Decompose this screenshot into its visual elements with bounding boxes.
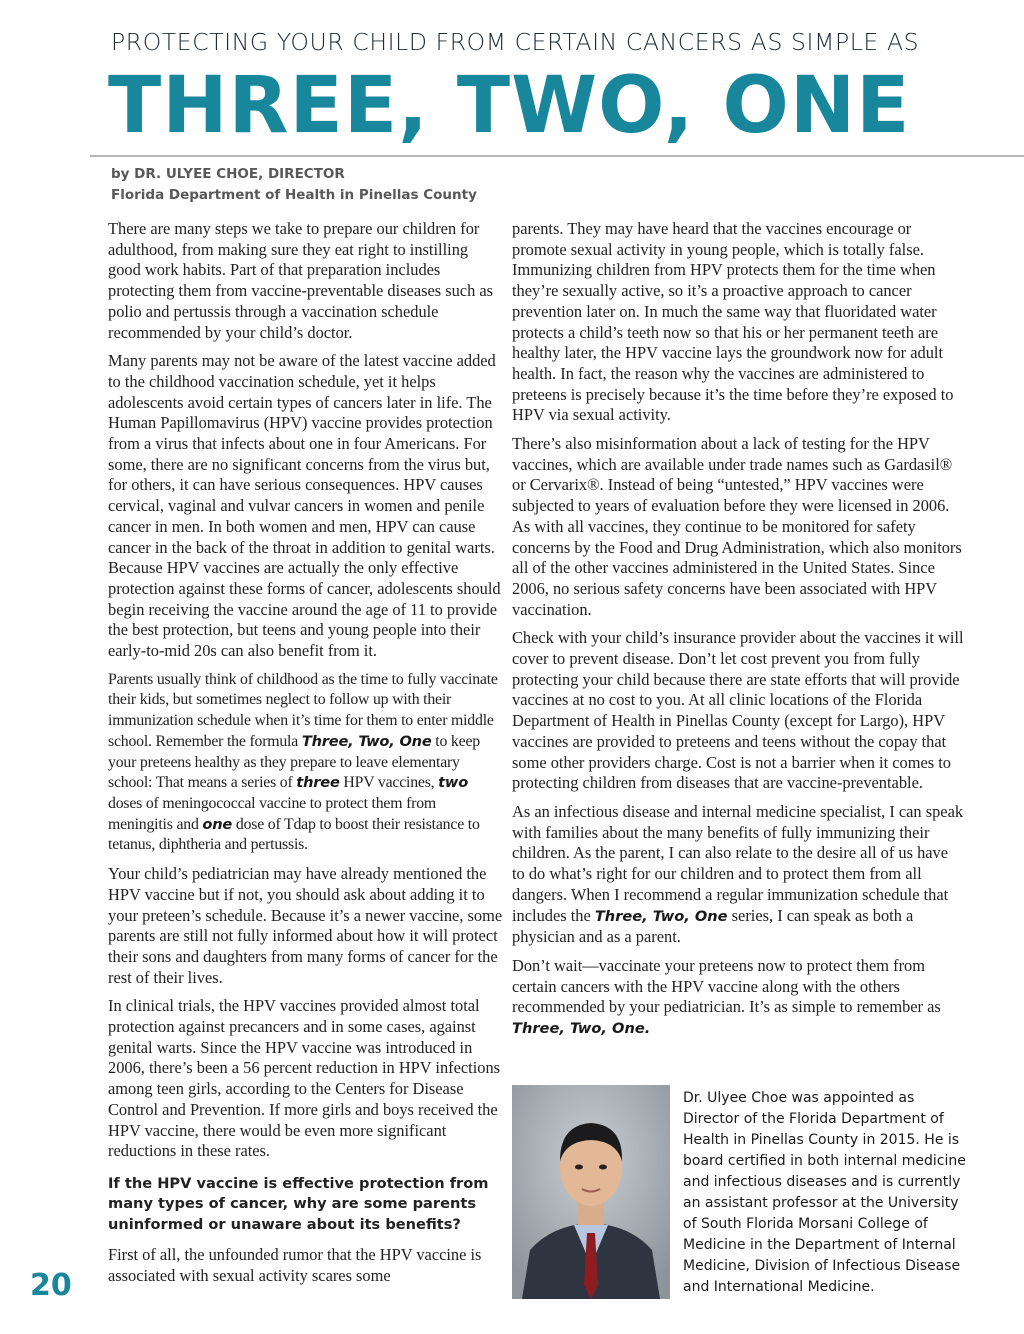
text-run: doses of meningococcal vaccine to protect them from meningitis and xyxy=(108,794,436,833)
paragraph: Your child’s pediatrician may have already mentioned the HPV vaccine but if not, you should ask about adding it to your preteen’s schedule. Because it’s a newer vaccine, some parents are still not fully informed about how it will protect their sons and daughters from many forms of cancer for the rest of their lives. xyxy=(108,864,503,987)
paragraph: There’s also misinformation about a lack of testing for the HPV vaccines, which are available under trade names such as Gardasil® or Cervarix®. Instead of being “untested,” HPV vaccines were subjected to years of evaluation before they were licensed in 2006. As with all vaccines, they continue to be monitored for safety concerns by the Food and Drug Administration, which also monitors all of the other vaccines administered in the United States. Since 2006, no serious safety concerns have been associated with HPV vaccination. xyxy=(512,434,962,619)
header-divider xyxy=(90,155,1024,157)
text-run: Don’t wait—vaccinate your preteens now to protect them from certain cancers with the HPV vaccine along with the others recommended by your pediatrician. It’s as simple to remember as xyxy=(512,955,941,1017)
article-kicker: PROTECTING YOUR CHILD FROM CERTAIN CANCERS AS SIMPLE AS xyxy=(111,28,920,56)
paragraph: Check with your child’s insurance provider about the vaccines it will cover to prevent disease. Don’t let cost prevent you from fully protecting your child because there are state efforts that will provide vaccines at no cost to you. At all clinic locations of the Florida Department of Health in Pinellas County (except for Largo), HPV vaccines are provided to preteens and teens without the copay that some other providers charge. Cost is not a barrier when it comes to protecting children from diseases that are vaccine-preventable. xyxy=(512,628,964,793)
emphasis-one: one xyxy=(202,815,233,833)
paragraph: In clinical trials, the HPV vaccines provided almost total protection against precancers and in some cases, against genital warts. Since the HPV vaccine was introduced in 2006, there’s been a 56 percent reduction in HPV infections among teen girls, according to the Centers for Disease Control and Prevention. If more girls and boys received the HPV vaccine, there would be even more significant reductions in these rates. xyxy=(108,996,501,1161)
emphasis-three: three xyxy=(296,774,340,792)
paragraph: Many parents may not be aware of the latest vaccine added to the childhood vaccination schedule, yet it helps adolescents avoid certain types of cancers later in life. The Human Papillomavirus (HPV) vaccine provides protection from a virus that infects about one in four Americans. For some, there are no significant concerns from the virus but, for others, it can have serious consequences. HPV causes cervical, vaginal and vulvar cancers in women and penile cancer in men. In both women and men, HPV can cause cancer in the back of the throat in addition to genital warts. Because HPV vaccines are actually the only effective protection against these forms of cancer, adolescents should begin receiving the vaccine around the age of 11 to provide the best protection, but teens and young people into their early-to-mid 20s can also benefit from it. xyxy=(108,351,501,661)
emphasis-three-two-one: Three, Two, One. xyxy=(512,1020,651,1038)
author-bio: Dr. Ulyee Choe was appointed as Director of the Florida Department of Health in Pinellas County in 2015. He is board certified in both internal medicine and infectious diseases and is currently an assistant professor at the University of South Florida Morsani College of Medicine in the Department of Internal Medicine, Division of Infectious Disease and International Medicine. xyxy=(683,1090,966,1295)
paragraph xyxy=(512,956,964,1040)
portrait-illustration xyxy=(512,1085,670,1299)
text-run: Parents usually think of childhood as the time to fully vaccinate their kids, but sometimes neglect to follow up with their immunization schedule when it’s time for them to enter middle school. Remember the formula xyxy=(108,670,498,750)
emphasis-three-two-one: Three, Two, One xyxy=(301,732,432,750)
text-run: HPV vaccines, xyxy=(339,774,439,792)
byline xyxy=(111,164,711,206)
page-number: 20 xyxy=(30,1268,72,1303)
text-run: As an infectious disease and internal medicine specialist, I can speak with families about the many benefits of fully immunizing their children. As the parent, I can also relate to the desire all of us have to do what’s right for our children and to protect them from all dangers. When I recommend a regular immunization schedule that includes the xyxy=(512,801,964,925)
paragraph xyxy=(512,802,964,948)
text-run: series, I can speak as both a physician and as a parent. xyxy=(512,905,914,947)
left-column xyxy=(108,219,503,1295)
paragraph: First of all, the unfounded rumor that the HPV vaccine is associated with sexual activity scares some xyxy=(108,1245,482,1286)
section-subheading: If the HPV vaccine is effective protection from many types of cancer, why are some parents uninformed or unaware about its benefits? xyxy=(108,1174,489,1233)
text-run: dose of Tdap to boost their resistance to tetanus, diphtheria and pertussis. xyxy=(108,815,480,854)
paragraph: parents. They may have heard that the vaccines encourage or promote sexual activity in young people, which is totally false. Immunizing children from HPV protects them for the time when they’re sexually active, so it’s a proactive approach to cancer prevention later on. In much the same way that fluoridated water protects a child’s teeth now so that his or her permanent teeth are healthy later, the HPV vaccine lays the groundwork now for adult health. In fact, the reason why the vaccines are administered to preteens is precisely because it’s the time before they’re exposed to HPV via sexual activity. xyxy=(512,219,954,425)
emphasis-two: two xyxy=(438,774,469,792)
article-headline: THREE, TWO, ONE xyxy=(108,61,911,151)
author-photo xyxy=(512,1085,670,1299)
byline-author: by DR. ULYEE CHOE, DIRECTOR xyxy=(111,166,345,182)
text-run: to keep your preteens healthy as they prepare to leave elementary school: That means a series of xyxy=(108,732,480,792)
paragraph: There are many steps we take to prepare our children for adulthood, from making sure they eat right to instilling good work habits. Part of that preparation includes protecting them from vaccine-preventable diseases such as polio and pertussis through a vaccination schedule recommended by your child’s doctor. xyxy=(108,219,494,342)
byline-affiliation: Florida Department of Health in Pinellas County xyxy=(111,187,477,203)
paragraph-formula xyxy=(108,670,503,856)
emphasis-three-two-one: Three, Two, One xyxy=(594,907,728,925)
right-column xyxy=(512,219,964,1048)
